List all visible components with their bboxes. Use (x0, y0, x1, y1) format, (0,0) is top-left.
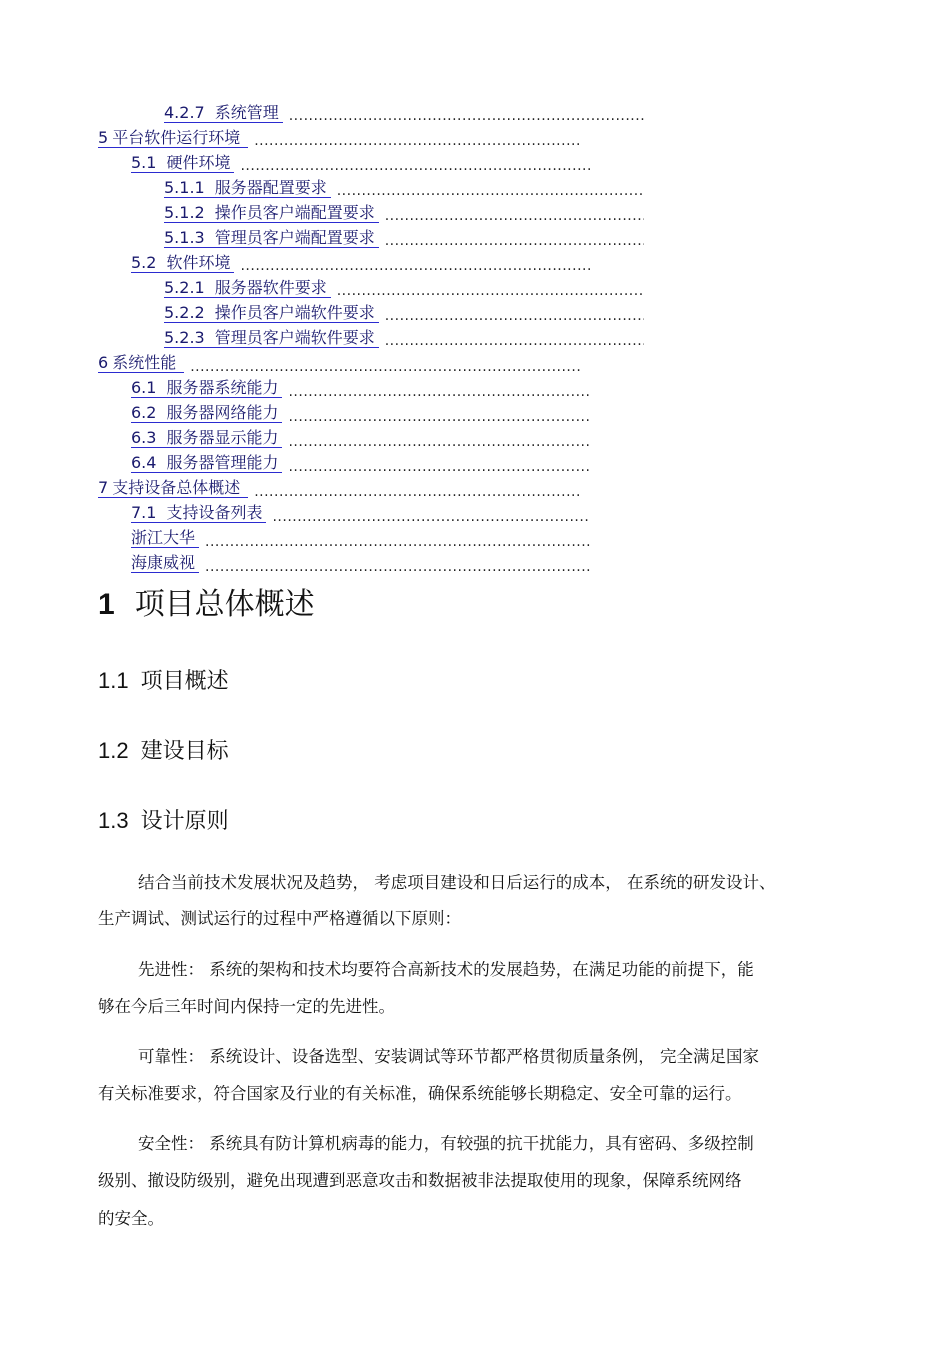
toc-leader-dots (289, 109, 644, 123)
toc-entry (131, 379, 590, 399)
toc-number: 7 (98, 478, 109, 498)
toc-leader-dots (205, 560, 590, 574)
chapter-title: 项目总体概述 (134, 587, 315, 622)
toc-link[interactable] (131, 404, 282, 423)
toc-entry (131, 404, 590, 424)
toc-leader-dots (288, 435, 590, 449)
section-heading (98, 806, 229, 837)
toc-link[interactable] (164, 179, 331, 198)
toc-number: 5.1.1 (164, 177, 205, 197)
toc-link[interactable] (131, 154, 234, 173)
toc-number: 6 (98, 353, 109, 372)
paragraph-line: 级别、撤设防级别，避免出现遭到恶意攻击和数据被非法提取使用的现象，保障系统网络 (98, 1171, 742, 1190)
toc-link[interactable] (131, 454, 282, 473)
toc-title: 服务器管理能力 (166, 453, 279, 473)
toc-leader-dots (254, 485, 580, 499)
toc-title: 系统性能 (112, 353, 177, 372)
toc-number: 5.1.3 (164, 227, 205, 247)
paragraph-line: 安全性： 系统具有防计算机病毒的能力，有较强的抗干扰能力，具有密码、多级控制 (138, 1134, 754, 1153)
toc-title: 管理员客户端软件要求 (214, 327, 375, 347)
toc-link[interactable] (131, 429, 282, 448)
toc-leader-dots (240, 159, 590, 173)
toc-title: 支持设备列表 (166, 503, 263, 523)
toc-leader-dots (337, 184, 644, 198)
toc-title: 操作员客户端配置要求 (214, 202, 375, 222)
toc-link[interactable] (98, 129, 248, 148)
toc-entry (98, 354, 580, 374)
toc-entry (131, 504, 590, 524)
section-number: 1.3 (98, 808, 129, 833)
toc-link[interactable] (131, 529, 199, 548)
toc-leader-dots (385, 334, 644, 348)
toc-title: 操作员客户端软件要求 (214, 302, 375, 322)
toc-title: 服务器网络能力 (166, 403, 279, 423)
toc-title: 支持设备总体概述 (112, 478, 241, 498)
toc-number: 4.2.7 (164, 102, 205, 122)
toc-entry (164, 328, 644, 348)
toc-title: 服务器显示能力 (166, 428, 279, 448)
toc-title: 系统管理 (214, 102, 279, 122)
toc-leader-dots (385, 209, 644, 223)
section-number: 1.2 (98, 738, 129, 763)
toc-leader-dots (240, 259, 590, 273)
paragraph-line: 有关标准要求，符合国家及行业的有关标准，确保系统能够长期稳定、安全可靠的运行。 (98, 1084, 742, 1103)
toc-link[interactable] (164, 104, 283, 123)
toc-entry (164, 178, 644, 198)
toc-leader-dots (205, 535, 590, 549)
toc-title: 海康威视 (131, 553, 196, 573)
toc-number: 5.2.1 (164, 277, 205, 297)
section-title: 设计原则 (140, 809, 229, 834)
toc-entry (164, 203, 644, 223)
toc-leader-dots (288, 460, 590, 474)
toc-leader-dots (385, 234, 644, 248)
toc-title: 浙江大华 (131, 528, 196, 548)
toc-title: 服务器系统能力 (166, 378, 279, 398)
paragraph-line: 的安全。 (98, 1209, 164, 1228)
toc-link[interactable] (131, 254, 234, 273)
paragraph-line: 可靠性： 系统设计、设备选型、安装调试等环节都严格贯彻质量条例， 完全满足国家 (138, 1047, 759, 1066)
toc-number: 7.1 (131, 503, 157, 523)
toc-entry (131, 529, 590, 549)
toc-number: 6.4 (131, 453, 157, 473)
toc-link[interactable] (98, 354, 184, 373)
section-title: 项目概述 (140, 669, 229, 694)
toc-entry (131, 429, 590, 449)
toc-link[interactable] (164, 279, 331, 298)
toc-leader-dots (272, 510, 590, 524)
toc-number: 5.2 (131, 252, 157, 272)
toc-entry (131, 554, 590, 574)
toc-link[interactable] (98, 479, 248, 498)
paragraph-line: 生产调试、测试运行的过程中严格遵循以下原则： (98, 909, 461, 928)
section-title: 建设目标 (140, 739, 229, 764)
toc-leader-dots (288, 410, 590, 424)
toc-leader-dots (337, 284, 644, 298)
toc-leader-dots (385, 309, 644, 323)
toc-entry (131, 253, 590, 273)
toc-entry (164, 278, 644, 298)
toc-link[interactable] (131, 504, 266, 523)
paragraph-line: 结合当前技术发展状况及趋势， 考虑项目建设和日后运行的成本， 在系统的研发设计、 (138, 873, 776, 892)
toc-number: 5.1 (131, 152, 157, 172)
toc-title: 硬件环境 (166, 152, 231, 172)
toc-entry (98, 479, 580, 499)
section-heading (98, 666, 229, 697)
toc-number: 5.1.2 (164, 202, 205, 222)
toc-number: 5.2.3 (164, 327, 205, 347)
toc-number: 5 (98, 127, 109, 147)
toc-entry (164, 103, 644, 123)
toc-title: 软件环境 (166, 252, 231, 272)
toc-title: 服务器软件要求 (214, 277, 327, 297)
toc-link[interactable] (164, 329, 379, 348)
section-number: 1.1 (98, 668, 129, 693)
toc-entry (98, 128, 580, 148)
toc-link[interactable] (131, 379, 282, 398)
toc-link[interactable] (164, 229, 379, 248)
toc-title: 平台软件运行环境 (112, 127, 241, 147)
toc-link[interactable] (164, 304, 379, 323)
paragraph-line: 够在今后三年时间内保持一定的先进性。 (98, 997, 395, 1016)
toc-leader-dots (190, 360, 580, 374)
toc-number: 6.1 (131, 378, 157, 398)
section-heading (98, 736, 229, 767)
toc-entry (164, 303, 644, 323)
toc-number: 5.2.2 (164, 302, 205, 322)
toc-entry (164, 228, 644, 248)
toc-entry (131, 454, 590, 474)
toc-leader-dots (288, 385, 590, 399)
toc-number: 6.3 (131, 428, 157, 448)
toc-number: 6.2 (131, 403, 157, 423)
chapter-number: 1 (98, 588, 115, 621)
toc-link[interactable] (131, 554, 199, 573)
chapter-heading (98, 585, 315, 625)
toc-entry (131, 153, 590, 173)
toc-link[interactable] (164, 204, 379, 223)
toc-title: 管理员客户端配置要求 (214, 227, 375, 247)
paragraph-line: 先进性： 系统的架构和技术均要符合高新技术的发展趋势，在满足功能的前提下，能 (138, 960, 754, 979)
toc-leader-dots (254, 134, 580, 148)
toc-title: 服务器配置要求 (214, 177, 327, 197)
